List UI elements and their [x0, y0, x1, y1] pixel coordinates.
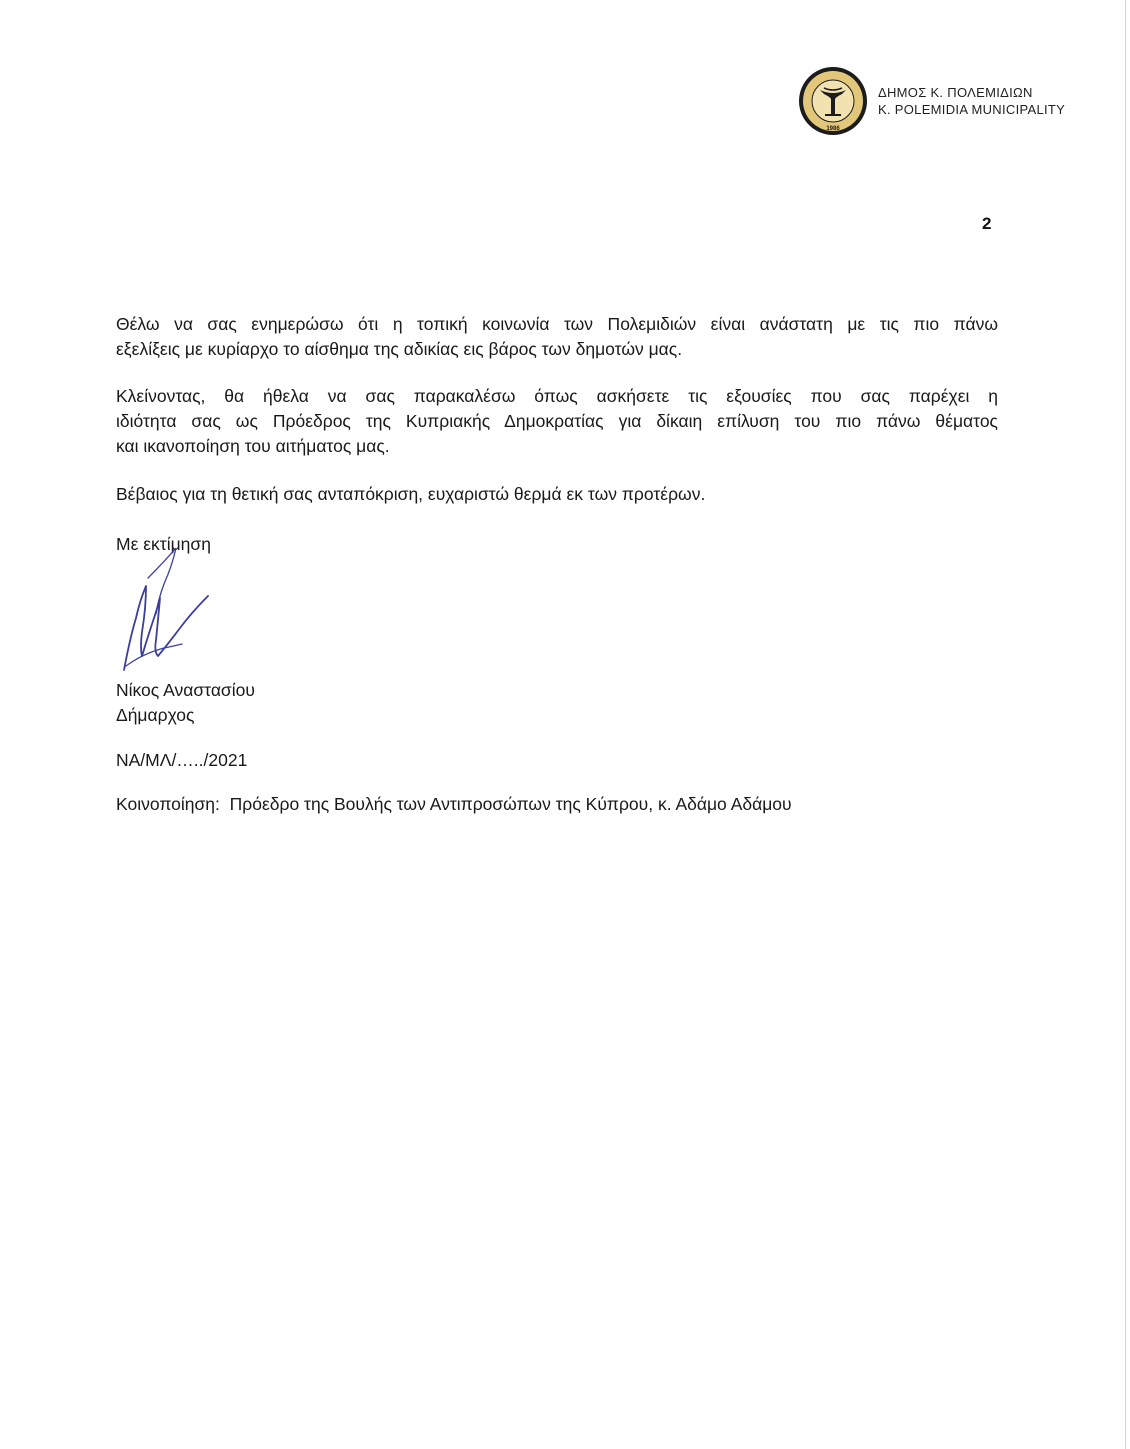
page-number: 2 [982, 214, 992, 233]
signer-block [116, 678, 998, 728]
cc-recipient: Πρόεδρο της Βουλής των Αντιπροσώπων της Κύπρου, κ. Αδάμο Αδάμου [229, 794, 792, 814]
cc-line [116, 792, 998, 817]
municipality-name [878, 84, 1065, 118]
paragraph-3 [116, 482, 998, 507]
signer-title: Δήμαρχος [116, 705, 195, 725]
signer-name: Νίκος Αναστασίου [116, 680, 255, 700]
reference-text: ΝΑ/ΜΛ/…../2021 [116, 750, 248, 770]
scan-edge-line [1125, 0, 1126, 1449]
paragraph-1 [116, 312, 998, 362]
paragraph-2-line-2: ιδιότητα σας ως Πρόεδρος της Κυπριακής Δημοκρατίας για δίκαιη επίλυση του πιο πάνω θέματος [116, 411, 998, 431]
signature-image [112, 548, 232, 678]
paragraph-2 [116, 384, 998, 459]
paragraph-1-line-1: Θέλω να σας ενημερώσω ότι η τοπική κοινωνία των Πολεμιδιών είναι ανάστατη με τις πιο πάνω [116, 314, 998, 334]
reference-number [116, 748, 998, 773]
salutation [116, 532, 998, 557]
municipality-seal-icon [798, 66, 868, 136]
seal-year: 1986 [826, 126, 840, 132]
paragraph-3-text: Βέβαιος για τη θετική σας ανταπόκριση, ευχαριστώ θερμά εκ των προτέρων. [116, 484, 706, 504]
salutation-text: Με εκτίμηση [116, 534, 211, 554]
municipality-name-greek: ΔΗΜΟΣ Κ. ΠΟΛΕΜΙΔΙΩΝ [878, 85, 1033, 100]
paragraph-2-line-3: και ικανοποίηση του αιτήματος μας. [116, 436, 390, 456]
paragraph-2-line-1: Κλείνοντας, θα ήθελα να σας παρακαλέσω όπως ασκήσετε τις εξουσίες που σας παρέχει η [116, 386, 998, 406]
cc-label: Κοινοποίηση: [116, 794, 220, 814]
letterhead [798, 66, 1098, 138]
paragraph-1-line-2: εξελίξεις με κυρίαρχο το αίσθημα της αδικίας εις βάρος των δημοτών μας. [116, 339, 683, 359]
municipality-name-english: K. POLEMIDIA MUNICIPALITY [878, 102, 1066, 117]
